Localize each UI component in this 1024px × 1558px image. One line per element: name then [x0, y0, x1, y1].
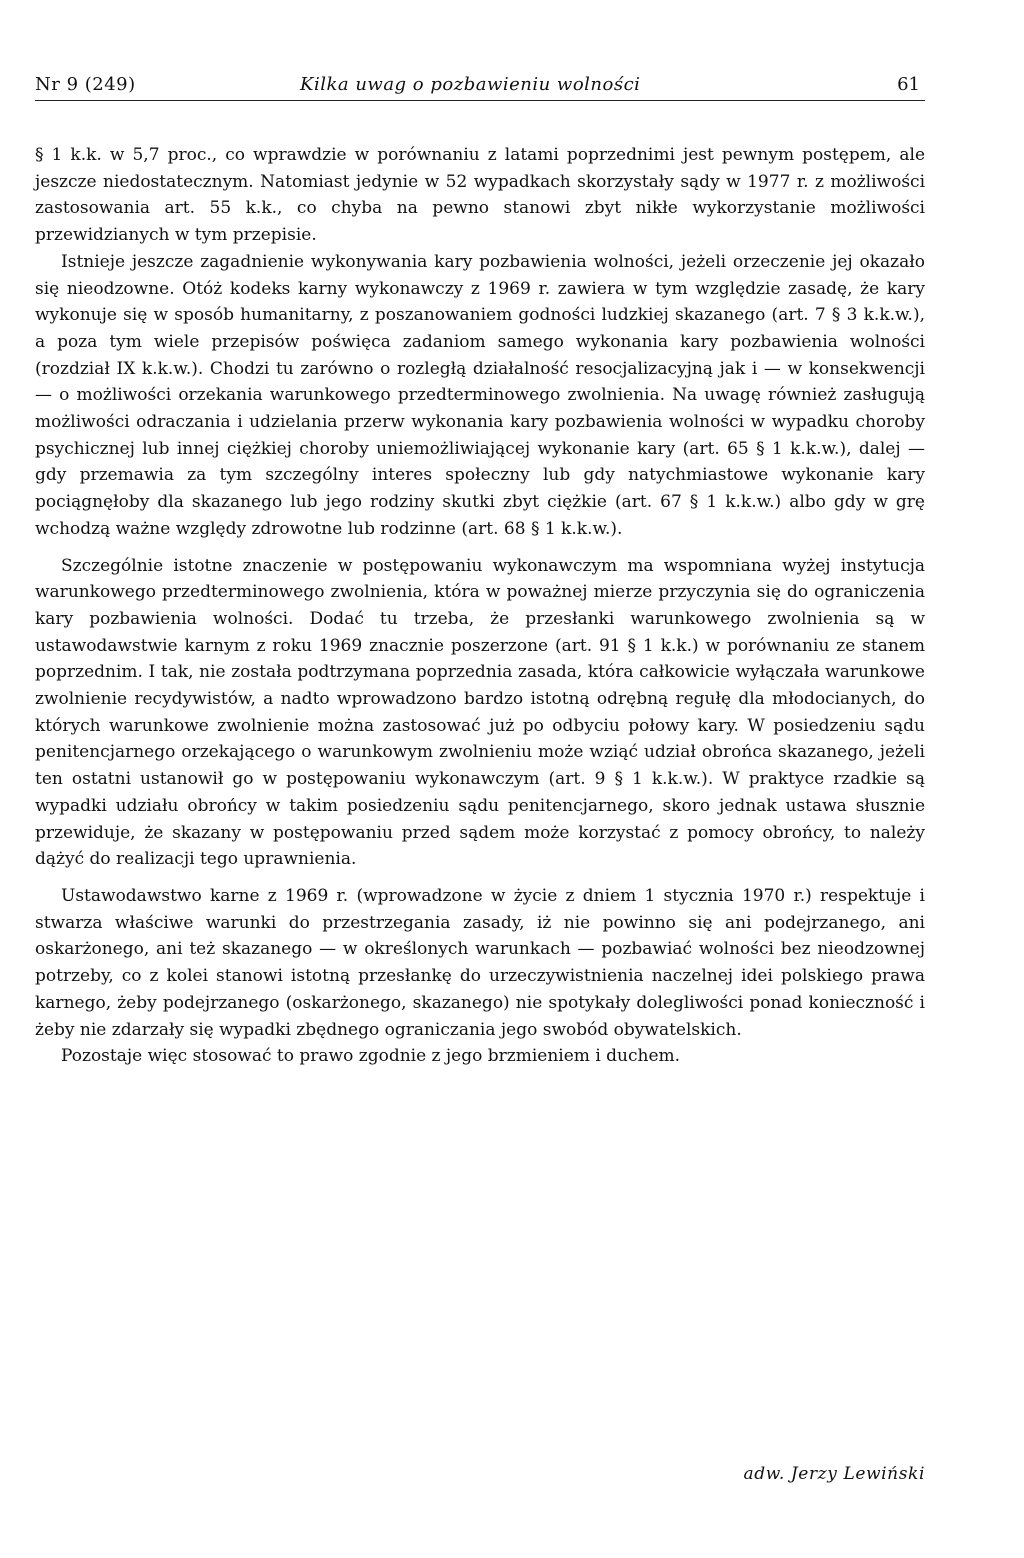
paragraph: Pozostaje więc stosować to prawo zgodnie z jego brzmieniem i duchem. [61, 1046, 681, 1067]
page-number: 61 [897, 74, 920, 95]
paragraph: Szczególnie istotne znaczenie w postępowaniu wykonawczym ma wspomniana wyżej instytucja warunkowego przedterminowego zwolnienia, która w poważnej mierze przyczynia się do ograniczenia kary pozbawienia wolności. Dodać tu trzeba, że przesłanki warunkowego zwolnienia są w ustawodawstwie karnym z roku 1969 znacznie poszerzone (art. 91 § 1 k.k.) w porównaniu ze stanem poprzednim. I tak, nie została podtrzymana poprzednia zasada, która całkowicie wyłączała warunkowe zwolnienie recydywistów, a nadto wprowadzono bardzo istotną odrębną regułę dla młodocianych, do których warunkowe zwolnienie można zastosować już po odbyciu połowy kary. W posiedzeniu sądu penitencjarnego orzekającego o warunkowym zwolnieniu może wziąć udział obrońca skazanego, jeżeli ten ostatni ustanowił go w postępowaniu wykonawczym (art. 9 § 1 k.k.w.). W praktyce rzadkie są wypadki udziału obrońcy w takim posiedzeniu sądu penitencjarnego, skoro jednak ustawa słusznie przewiduje, że skazany w postępowaniu przed sądem może korzystać z pomocy obrońcy, to należy dążyć do realizacji tego uprawnienia. [35, 555, 925, 870]
paragraph: Ustawodawstwo karne z 1969 r. (wprowadzone w życie z dniem 1 stycznia 1970 r.) respektuje i stwarza właściwe warunki do przestrzegania zasady, iż nie powinno się ani podejrzanego, ani oskarżonego, ani też skazanego — w określonych warunkach — pozbawiać wolności bez nieodzownej potrzeby, co z kolei stanowi istotną przesłankę do urzeczywistnienia naczelnej idei polskiego prawa karnego, żeby podejrzanego (oskarżonego, skazanego) nie spotykały dolegliwości ponad konieczność i żeby nie zdarzały się wypadki zbędnego ograniczania jego swobód obywatelskich. [35, 885, 925, 1040]
journal-issue: Nr 9 (249) [35, 74, 136, 95]
paragraph: Istnieje jeszcze zagadnienie wykonywania kary pozbawienia wolności, jeżeli orzeczenie jej okazało się nieodzowne. Otóż kodeks karny wykonawczy z 1969 r. zawiera w tym względzie zasadę, że kary wykonuje się w sposób humanitarny, z poszanowaniem godności ludzkiej skazanego (art. 7 § 3 k.k.w.), a poza tym wiele przepisów poświęca zadaniom samego wykonania kary pozbawienia wolności (rozdział IX k.k.w.). Chodzi tu zarówno o rozległą działalność resocjalizacyjną jak i — w konsekwencji — o możliwości orzekania warunkowego przedterminowego zwolnienia. Na uwagę również zasługują możliwości odraczania i udzielania przerw wykonania kary pozbawienia wolności w wypadku choroby psychicznej lub innej ciężkiej choroby uniemożliwiającej wykonanie kary (art. 65 § 1 k.k.w.), dalej — gdy przemawia za tym szczególny interes społeczny lub gdy natychmiastowe wykonanie kary pociągnęłoby dla skazanego lub jego rodziny skutki zbyt ciężkie (art. 67 § 1 k.k.w.) albo gdy w grę wchodzą ważne względy zdrowotne lub rodzinne (art. 68 § 1 k.k.w.). [35, 251, 925, 539]
document-page [35, 60, 925, 1067]
running-header [35, 60, 925, 100]
header-rule [35, 100, 925, 101]
author-signature: adw. Jerzy Lewiński [743, 1464, 925, 1484]
running-title: Kilka uwag o pozbawieniu wolności [300, 74, 641, 95]
paragraph-continuation: § 1 k.k. w 5,7 proc., co wprawdzie w porównaniu z latami poprzednimi jest pewnym postępem, ale jeszcze niedostatecznym. Natomiast jedynie w 52 wypadkach skorzystały sądy w 1977 r. z możliwości zastosowania art. 55 k.k., co chyba na pewno stanowi zbyt nikłe wykorzystanie możliwości przewidzianych w tym przepisie. [35, 145, 925, 246]
article-body [35, 142, 925, 1070]
